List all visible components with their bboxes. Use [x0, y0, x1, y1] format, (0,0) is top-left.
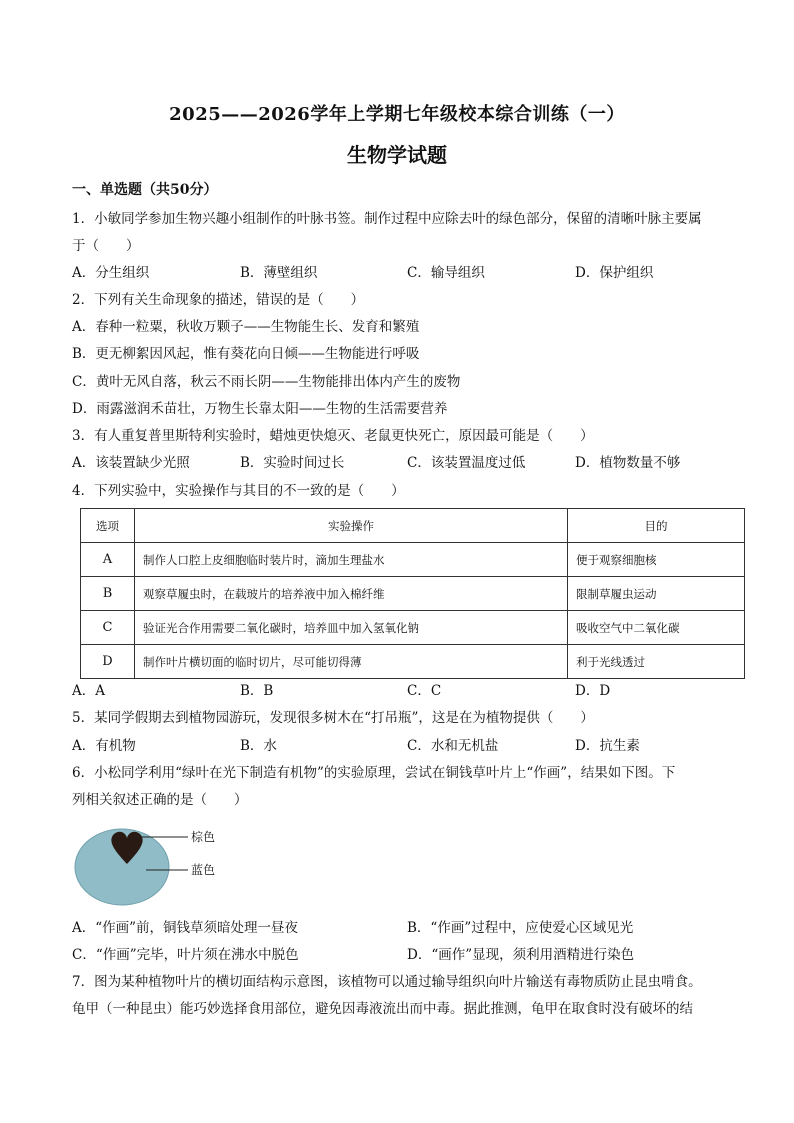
table-row — [81, 611, 745, 645]
q6-option-d[interactable]: D．“画作”显现，须利用酒精进行染色 — [407, 947, 635, 963]
table-cell-operation: 制作叶片横切面的临时切片，尽可能切得薄 — [135, 645, 568, 679]
table-cell-option: C — [81, 611, 135, 645]
question-4-stem: 4．下列实验中，实验操作与其目的不一致的是（ ） — [72, 483, 405, 499]
table-cell-operation: 观察草履虫时，在载玻片的培养液中加入棉纤维 — [135, 577, 568, 611]
table-header-row — [81, 509, 745, 543]
q1-option-a[interactable]: A．分生组织 — [72, 265, 150, 281]
question-6-line-1: 6．小松同学利用“绿叶在光下制造有机物”的实验原理，尝试在铜钱草叶片上“作画”，结果如下图。下 — [72, 765, 676, 781]
q3-option-d[interactable]: D．植物数量不够 — [575, 455, 681, 471]
q4-option-a[interactable]: A．A — [72, 683, 105, 699]
table-cell-purpose: 便于观察细胞核 — [568, 543, 745, 577]
q6-option-a[interactable]: A．“作画”前，铜钱草须暗处理一昼夜 — [72, 920, 299, 936]
q1-option-d[interactable]: D．保护组织 — [575, 265, 654, 281]
table-cell-operation: 制作人口腔上皮细胞临时装片时，滴加生理盐水 — [135, 543, 568, 577]
q2-option-c[interactable]: C．黄叶无风自落，秋云不雨长阴——生物能排出体内产生的废物 — [72, 374, 461, 390]
q4-option-c[interactable]: C．C — [407, 683, 442, 699]
question-5-stem: 5．某同学假期去到植物园游玩，发现很多树木在“打吊瓶”，这是在为植物提供（ ） — [72, 710, 594, 726]
question-6-line-2: 列相关叙述正确的是（ ） — [72, 792, 248, 808]
header-operation: 实验操作 — [135, 509, 568, 543]
q2-option-d[interactable]: D．雨露滋润禾苗壮，万物生长靠太阳——生物的生活需要营养 — [72, 401, 448, 417]
table-cell-option: D — [81, 645, 135, 679]
table-cell-operation: 验证光合作用需要二氧化碳时，培养皿中加入氢氧化钠 — [135, 611, 568, 645]
question-3-stem: 3．有人重复普里斯特利实验时，蜡烛更快熄灭、老鼠更快死亡，原因最可能是（ ） — [72, 428, 594, 444]
q5-option-d[interactable]: D．抗生素 — [575, 738, 640, 754]
q5-option-b[interactable]: B．水 — [240, 738, 277, 754]
table-cell-option: A — [81, 543, 135, 577]
q3-option-b[interactable]: B．实验时间过长 — [240, 455, 345, 471]
q1-option-b[interactable]: B．薄壁组织 — [240, 265, 318, 281]
question-7-line-2: 龟甲（一种昆虫）能巧妙选择食用部位，避免因毒液流出而中毒。据此推测，龟甲在取食时没有破坏的结 — [72, 1001, 693, 1017]
experiment-table — [80, 508, 745, 679]
label-brown: 棕色 — [191, 830, 216, 844]
header-purpose: 目的 — [568, 509, 745, 543]
q5-option-c[interactable]: C．水和无机盐 — [407, 738, 499, 754]
q6-option-c[interactable]: C．“作画”完毕，叶片须在沸水中脱色 — [72, 947, 299, 963]
table-row — [81, 645, 745, 679]
table-cell-option: B — [81, 577, 135, 611]
q1-option-c[interactable]: C．输导组织 — [407, 265, 485, 281]
q6-option-b[interactable]: B．“作画”过程中，应使爱心区域见光 — [407, 920, 634, 936]
exam-title: 2025——2026学年上学期七年级校本综合训练（一） — [169, 104, 625, 125]
table-row — [81, 577, 745, 611]
q5-option-a[interactable]: A．有机物 — [72, 738, 136, 754]
q4-option-d[interactable]: D．D — [575, 683, 611, 699]
table-cell-purpose: 吸收空气中二氧化碳 — [568, 611, 745, 645]
q4-option-b[interactable]: B．B — [240, 683, 274, 699]
question-1-line-2: 于（ ） — [72, 238, 140, 254]
question-1-line-1: 1．小敏同学参加生物兴趣小组制作的叶脉书签。制作过程中应除去叶的绿色部分，保留的清晰叶脉主要属 — [72, 211, 702, 227]
question-2-stem: 2．下列有关生命现象的描述，错误的是（ ） — [72, 292, 365, 308]
q3-option-a[interactable]: A．该装置缺少光照 — [72, 455, 190, 471]
q3-option-c[interactable]: C．该装置温度过低 — [407, 455, 526, 471]
table-cell-purpose: 限制草履虫运动 — [568, 577, 745, 611]
table-cell-purpose: 利于光线透过 — [568, 645, 745, 679]
table-row — [81, 543, 745, 577]
question-7-line-1: 7．图为某种植物叶片的横切面结构示意图，该植物可以通过输导组织向叶片输送有毒物质防止昆虫啃食。 — [72, 974, 702, 990]
q2-option-a[interactable]: A．春种一粒粟，秋收万颗子——生物能生长、发育和繁殖 — [72, 319, 420, 335]
section-heading: 一、单选题（共50分） — [72, 182, 218, 198]
q2-option-b[interactable]: B．更无柳絮因风起，惟有葵花向日倾——生物能进行呼吸 — [72, 346, 420, 362]
label-blue: 蓝色 — [191, 863, 216, 877]
exam-subtitle: 生物学试题 — [347, 143, 447, 167]
header-option: 选项 — [81, 509, 135, 543]
